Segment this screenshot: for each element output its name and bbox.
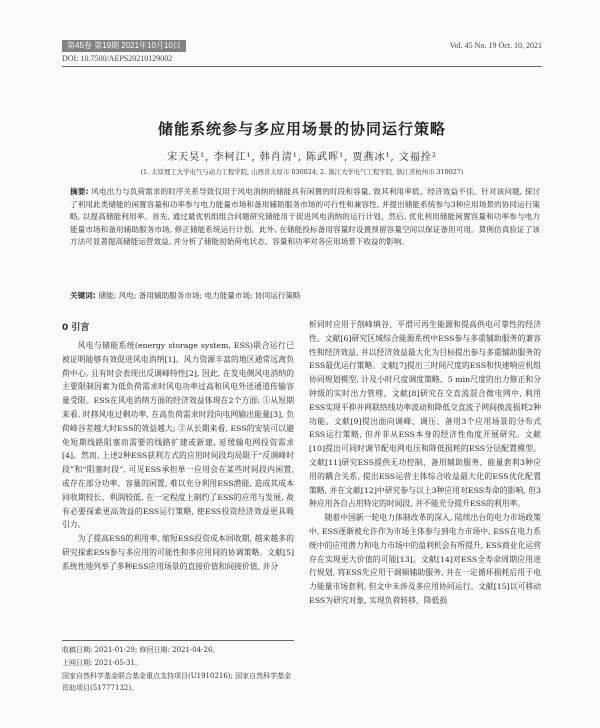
keywords-text: 储能; 风电; 备用辅助服务市场; 电力能量市场; 协同运行策略: [98, 291, 301, 300]
running-header: [62, 40, 542, 52]
volume-info: Vol. 45 No. 19 Oct. 10, 2021: [449, 41, 542, 50]
footnote-rule: [62, 640, 294, 641]
left-column: [62, 339, 294, 574]
affiliations: (1. 太原理工大学电气与动力工程学院, 山西省太原市 030024; 2. 浙江大学电气工程学院, 浙江省杭州市 310027): [140, 168, 464, 176]
footnote: 国家自然科学基金联合基金重点支持项目(U1910216); 国家自然科学基金资助项目(51777132)。: [62, 672, 292, 692]
footnote: 收稿日期: 2021-01-29; 修回日期: 2021-04-26。: [62, 646, 220, 654]
footnote: 上网日期: 2021-05-31。: [62, 659, 142, 667]
paragraph: 随着中国新一轮电力体制改革的深入, 陆续出台的电力市场政策中, ESS逐渐被允许作为市场主体参与到电力市场中, ESS在电力系统中的应用潜力和电力市场中的盈利机会有所提升, ESS商业化运营存在实现更大价值的可能[13]。文献[14]对ESS全寿命周期应用进行规划, 将ESS先应用于调频辅助服务, 并在一定循环损耗后用于电力能量市场套利, 但文中未涉及多应用协同运行。文献[15]以可移动ESS为研究对象, 实现负荷转移、降低损: [309, 513, 541, 605]
paragraph: 为了提高ESS的利用率, 缩短ESS投资成本回收期, 越来越多的研究探索ESS参与多应用的可能性和多应用间的协调策略。文献[5]系统性地列举了多种ESS应用场景的直接价值和间接价值, 并分: [62, 534, 294, 571]
paragraph: 析同时应用于削峰填谷、平滑可再生能源和提高供电可靠性的经济性。文献[6]研究区域综合能源系统中ESS参与多重辅助服务的兼容性和经济效益, 并以经济效益最大化为目标提出参与多重辅助服务的ESS最优运行策略。文献[7]提出三时间尺度的ESS和快速响应机组协同规划模型, 计及小时尺度调度策略、5 min尺度的出力修正和分钟级的实时出力管理。文献[8]研究在交直流混合微电网中, 利用ESS实现平抑并网联络线功率波动和降低交直流子网间换流损耗2种功能。文献[9]提出面向调峰、调压、备用3个应用场景的分布式ESS运行策略, 但并非从ESS本身的经济性角度开展研究。文献[10]提出可同时调节配电网电压和降低损耗的ESS分层配置模型。文献[11]研究ESS提供无功控制、备用辅助服务、能量套利3种应用的耦合关系, 提出ESS运营主体综合收益最大化的ESS优化配置策略, 并在文献[12]中研究参与以上3种应用对ESS寿命的影响, 但3种应用各自占用特定的时间段, 并不能充分提升ESS的利用率。: [309, 320, 541, 509]
paragraph: 风电与储能系统(energy storage system, ESS)联合运行已被证明能够有效促进风电消纳[1]。风力资源丰富的地区通常远离负荷中心, 且有时会表现出反调峰特性[2], 因此, 在发电侧风电消纳的主要限制因素为低负荷需求时风电功率过高和风电外送通道传输容量受限。ESS在风电消纳方面的经济效益体现在2个方面: ①从短期来看, 时移风电过剩功率, 在高负荷需求时段向电网输出能量[3], 负荷峰谷差越大时ESS的效益越大; ②从长期来看, ESS的安装可以避免短期线路阻塞而需要的线路扩建或新建, 延缓输电网投资需求[4]。然而, 上述2种ESS获利方式的应用时间段均局限于“反调峰时段”和“阻塞时段”, 可见ESS承担单一应用会在某些时间段内闲置, 或存在部分功率、容量的闲置, 难以充分利用ESS潜能, 造成其成本回收期较长、利润较低, 在一定程度上制约了ESS的应用与发展, 故有必要探索更高效益的ESS运行策略, 使ESS投资经济效益更具吸引力。: [62, 341, 294, 530]
authors: 宋天昊¹, 李柯江¹, 韩肖清¹, 陈武晖¹, 贾燕冰¹, 文福拴²: [167, 152, 437, 163]
issue-badge: 第45卷 第19期 2021年10月10日: [62, 40, 186, 52]
abstract: [70, 186, 540, 249]
header-rule: [62, 66, 542, 67]
section-heading: 0 引言: [62, 323, 90, 333]
abstract-text: 风电出力与负荷需求的时序关系导致仅用于风电消纳的储能具有闲置的时段和容量, 致其利用率低、经济效益不佳。针对该问题, 探讨了利用此类储能的闲置容量和功率参与电力能量市场和备用辅助服务市场的可行性和兼容性, 并提出储能系统参与3种应用场景的协同运行策略, 以提高储能利用率。首先, 通过最优机组组合问题研究储能用于促进风电消纳的运行计划。然后, 优化利用储能闲置容量和功率参与电力能量市场和备用辅助服务市场, 修正储能系统运行计划。此外, 在储能投标备用容量时设置预留容量空间以保证备用可用。算例仿真验证了该方法可显著提高储能运营效益, 并分析了储能初始荷电状态、容量和功率对各应用场景下收益的影响。: [70, 187, 540, 247]
paper-title: 储能系统参与多应用场景的协同运行策略: [157, 120, 446, 138]
keywords: [70, 290, 540, 301]
right-column: [309, 318, 541, 608]
keywords-label: 关键词:: [70, 291, 99, 300]
doi: DOI: 10.7500/AEPS20210129002: [62, 54, 173, 63]
abstract-label: 摘要:: [70, 187, 92, 196]
